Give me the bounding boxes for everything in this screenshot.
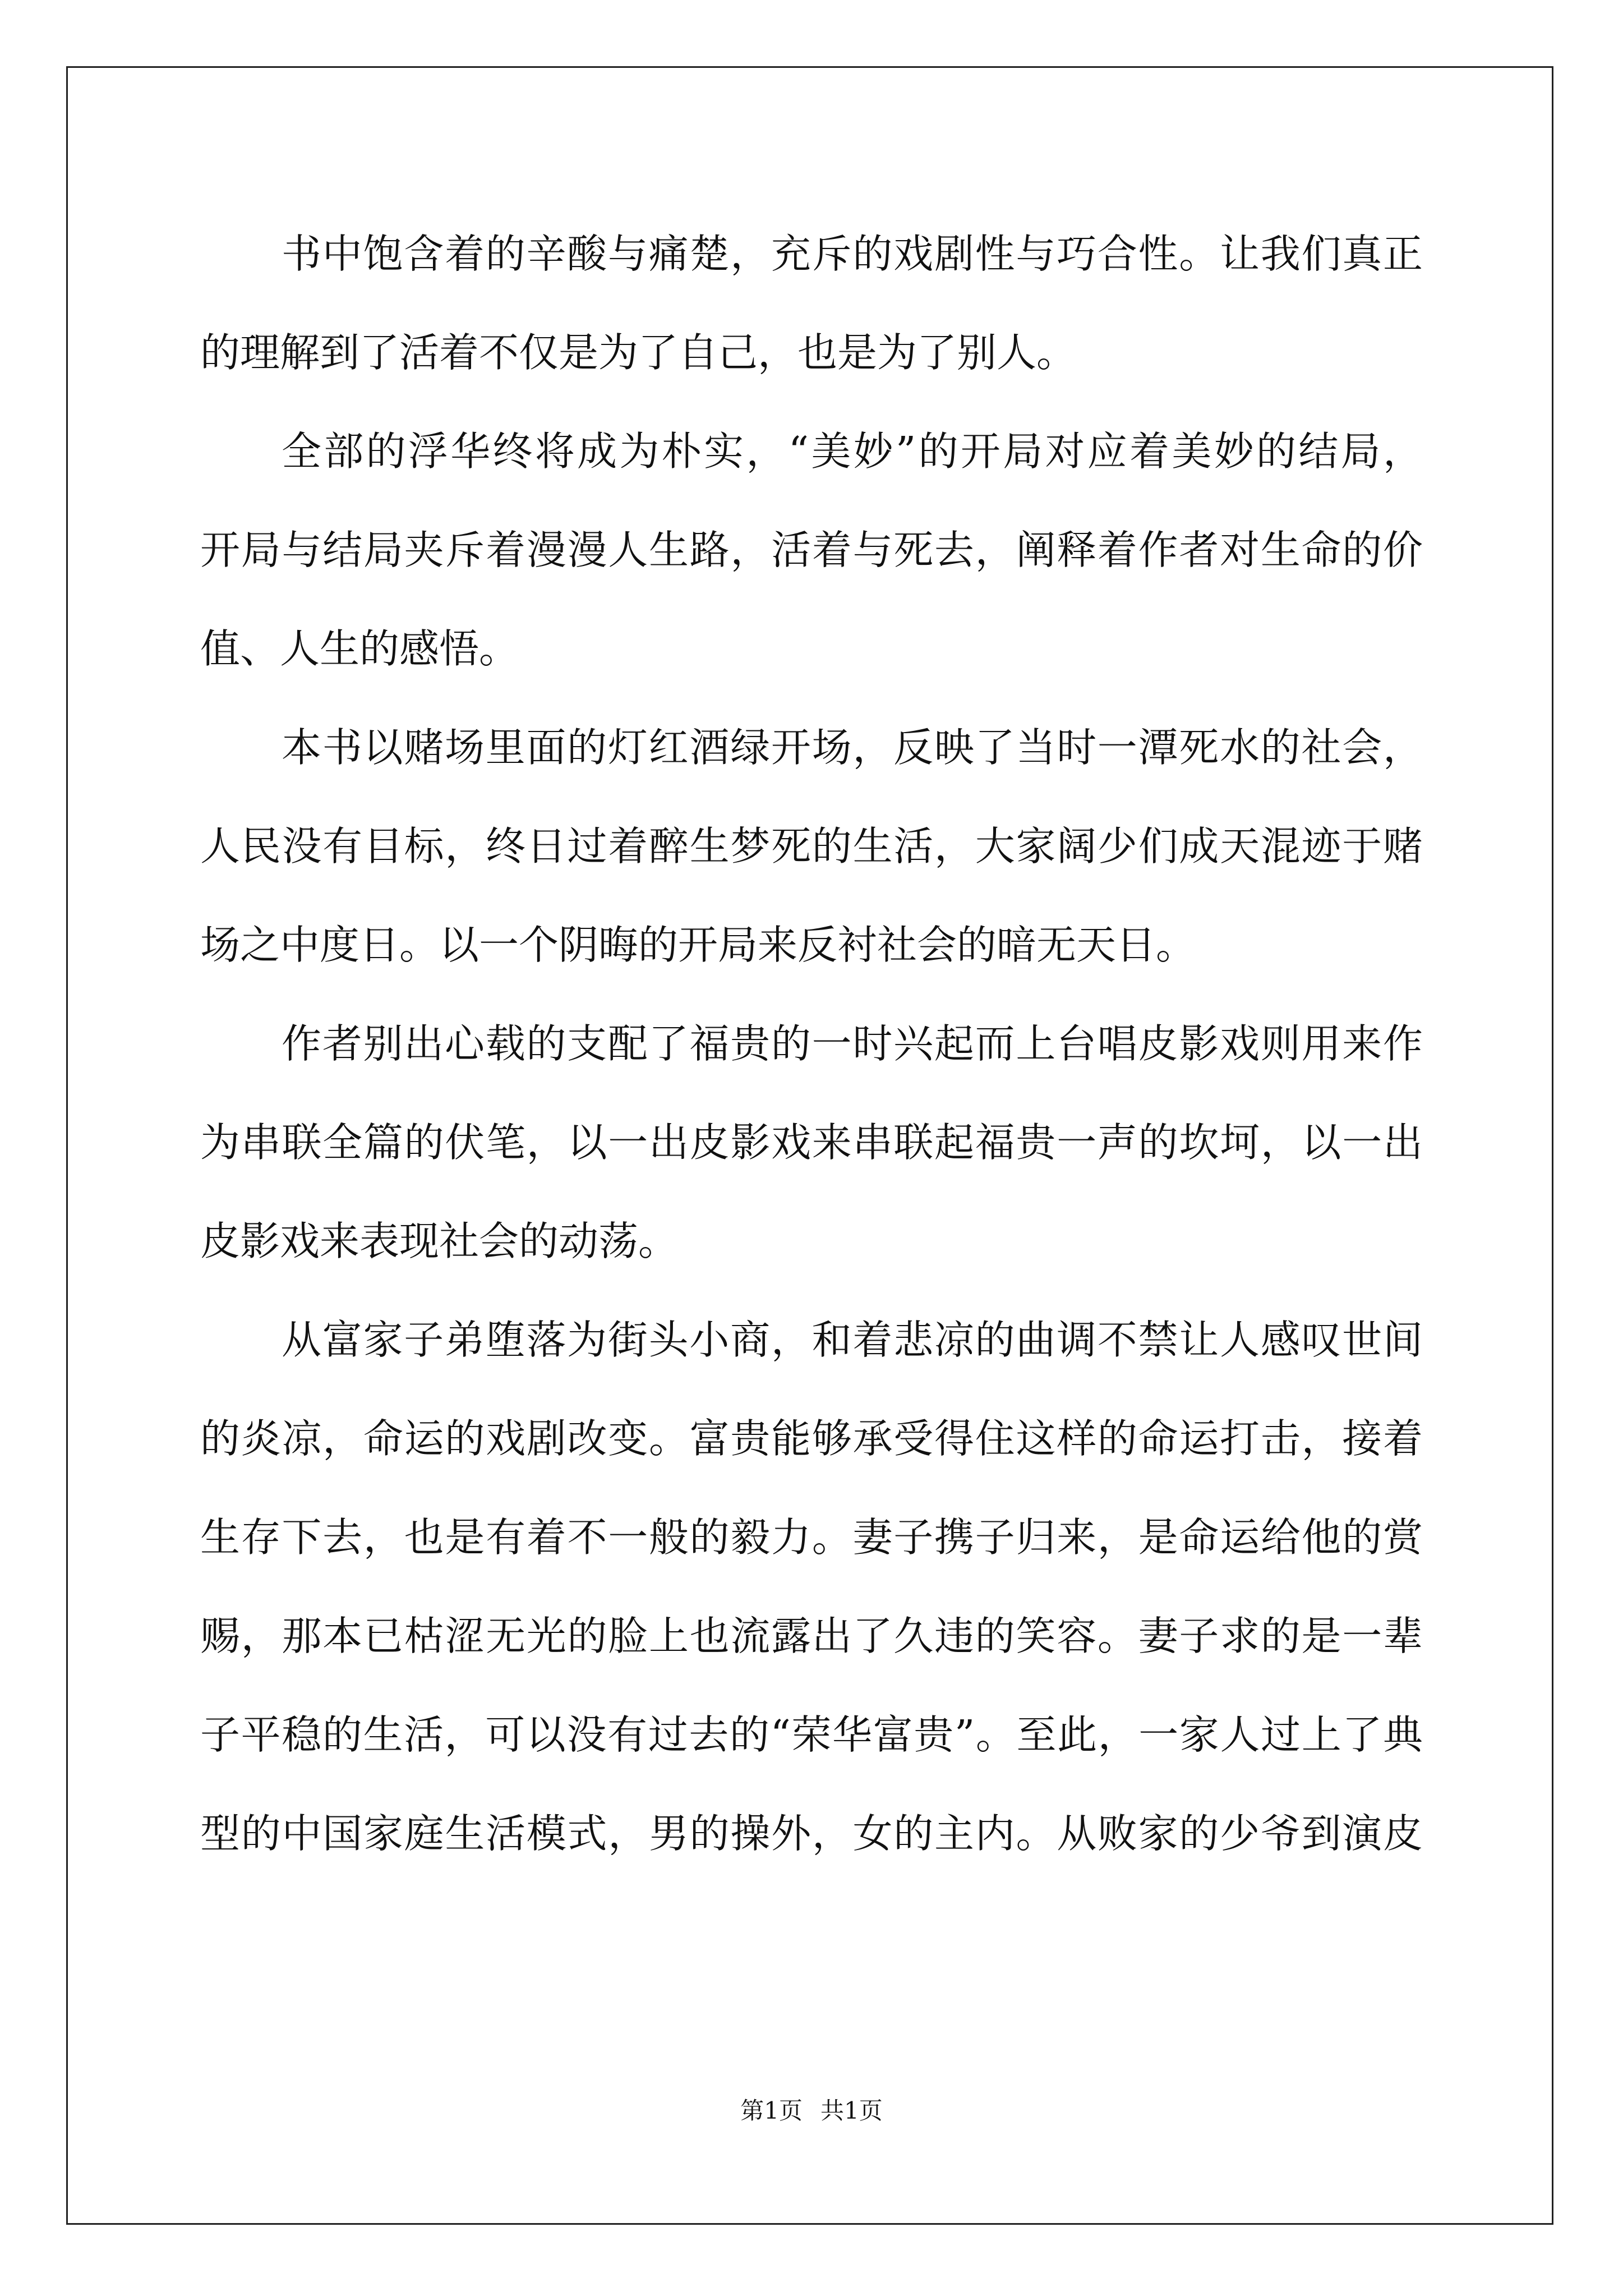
text-line: 子平稳的生活，可以没有过去的“荣华富贵”。至此，一家人过上了典: [200, 1711, 1423, 1758]
text-line: 场之中度日。以一个阴晦的开局来反衬社会的暗无天日。: [200, 922, 1196, 968]
text-line: 从富家子弟堕落为街头小商，和着悲凉的曲调不禁让人感叹世间: [282, 1317, 1423, 1363]
text-line: 的炎凉，命运的戏剧改变。富贵能够承受得住这样的命运打击，接着: [200, 1415, 1423, 1462]
text-line: 全部的浮华终将成为朴实，“美妙”的开局对应着美妙的结局，: [282, 428, 1423, 475]
text-line: 人民没有目标，终日过着醉生梦死的生活，大家阔少们成天混迹于赌: [200, 823, 1423, 869]
page-total: 共1页: [820, 2097, 883, 2124]
page-number: 第1页: [740, 2097, 803, 2124]
text-line: 本书以赌场里面的灯红酒绿开场，反映了当时一潭死水的社会，: [282, 724, 1423, 771]
text-line: 值、人生的感悟。: [200, 625, 519, 672]
text-line: 为串联全篇的伏笔，以一出皮影戏来串联起福贵一声的坎坷，以一出: [200, 1119, 1423, 1166]
text-line: 的理解到了活着不仅是为了自己，也是为了别人。: [200, 329, 1077, 376]
text-line: 型的中国家庭生活模式，男的操外，女的主内。从败家的少爷到演皮: [200, 1810, 1423, 1857]
text-line: 赐，那本已枯涩无光的脸上也流露出了久违的笑容。妻子求的是一辈: [200, 1613, 1423, 1659]
page-footer: [0, 2094, 1623, 2128]
document-body: [200, 205, 1423, 1883]
text-line: 作者别出心载的支配了福贵的一时兴起而上台唱皮影戏则用来作: [282, 1020, 1423, 1067]
text-line: 书中饱含着的辛酸与痛楚，充斥的戏剧性与巧合性。让我们真正: [282, 231, 1423, 277]
text-line: 皮影戏来表现社会的动荡。: [200, 1218, 679, 1264]
text-line: 生存下去，也是有着不一般的毅力。妻子携子归来，是命运给他的赏: [200, 1514, 1423, 1561]
text-line: 开局与结局夹斥着漫漫人生路，活着与死去，阐释着作者对生命的价: [200, 527, 1423, 573]
